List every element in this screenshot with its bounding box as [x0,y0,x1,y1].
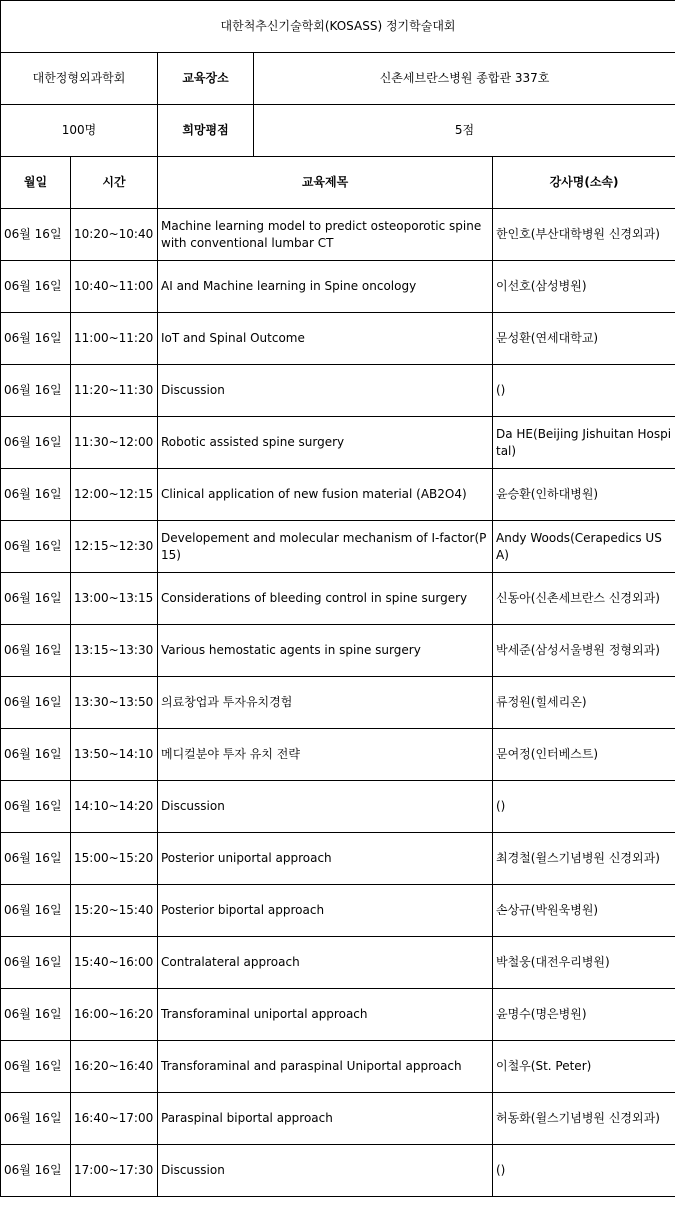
session-speaker: () [493,1145,675,1197]
session-time: 13:00~13:15 [71,573,158,625]
session-subject: Robotic assisted spine surgery [158,417,493,469]
table-row [1,1093,675,1145]
session-time: 11:20~11:30 [71,365,158,417]
session-date: 06월 16일 [1,937,71,989]
table-row [1,573,675,625]
session-date: 06월 16일 [1,313,71,365]
session-date: 06월 16일 [1,521,71,573]
session-subject: Developement and molecular mechanism of I-factor(P15) [158,521,493,573]
session-subject: Posterior biportal approach [158,885,493,937]
session-date: 06월 16일 [1,365,71,417]
session-speaker: () [493,365,675,417]
session-time: 16:20~16:40 [71,1041,158,1093]
session-date: 06월 16일 [1,209,71,261]
session-date: 06월 16일 [1,625,71,677]
session-time: 12:00~12:15 [71,469,158,521]
table-row [1,989,675,1041]
session-time: 11:00~11:20 [71,313,158,365]
session-speaker: 류정원(힐세리온) [493,677,675,729]
session-date: 06월 16일 [1,781,71,833]
session-time: 15:40~16:00 [71,937,158,989]
session-subject: Machine learning model to predict osteoporotic spine with conventional lumbar CT [158,209,493,261]
place-value: 신촌세브란스병원 종합관 337호 [254,53,675,105]
session-subject: Contralateral approach [158,937,493,989]
table-row [1,469,675,521]
column-header-subject: 교육제목 [158,157,493,209]
title-row [1,1,675,53]
points-value: 5점 [254,105,675,157]
session-time: 13:50~14:10 [71,729,158,781]
session-time: 17:00~17:30 [71,1145,158,1197]
session-subject: 메디컬분야 투자 유치 전략 [158,729,493,781]
table-row [1,313,675,365]
session-time: 12:15~12:30 [71,521,158,573]
points-label: 희망평점 [158,105,254,157]
session-time: 16:00~16:20 [71,989,158,1041]
table-row [1,729,675,781]
session-subject: Discussion [158,365,493,417]
place-label: 교육장소 [158,53,254,105]
session-subject: 의료창업과 투자유치경험 [158,677,493,729]
table-row [1,625,675,677]
session-date: 06월 16일 [1,677,71,729]
session-date: 06월 16일 [1,469,71,521]
session-time: 14:10~14:20 [71,781,158,833]
session-date: 06월 16일 [1,1041,71,1093]
session-speaker: 손상규(박원욱병원) [493,885,675,937]
session-speaker: () [493,781,675,833]
session-date: 06월 16일 [1,833,71,885]
session-subject: AI and Machine learning in Spine oncology [158,261,493,313]
session-speaker: Andy Woods(Cerapedics USA) [493,521,675,573]
capacity: 100명 [1,105,158,157]
column-header-row [1,157,675,209]
session-speaker: 허동화(윌스기념병원 신경외과) [493,1093,675,1145]
session-speaker: 이철우(St. Peter) [493,1041,675,1093]
session-time: 10:20~10:40 [71,209,158,261]
session-subject: Discussion [158,781,493,833]
schedule-body [1,1,675,1197]
session-subject: Posterior uniportal approach [158,833,493,885]
session-date: 06월 16일 [1,1093,71,1145]
session-subject: Various hemostatic agents in spine surgery [158,625,493,677]
session-subject: Transforaminal uniportal approach [158,989,493,1041]
session-subject: Paraspinal biportal approach [158,1093,493,1145]
table-row [1,261,675,313]
session-date: 06월 16일 [1,417,71,469]
column-header-speaker: 강사명(소속) [493,157,675,209]
session-speaker: 문성환(연세대학교) [493,313,675,365]
session-date: 06월 16일 [1,989,71,1041]
table-row [1,677,675,729]
session-time: 15:00~15:20 [71,833,158,885]
session-date: 06월 16일 [1,885,71,937]
session-date: 06월 16일 [1,1145,71,1197]
info-row-place [1,53,675,105]
session-time: 10:40~11:00 [71,261,158,313]
session-speaker: 윤승환(인하대병원) [493,469,675,521]
table-row [1,365,675,417]
session-date: 06월 16일 [1,261,71,313]
info-row-capacity [1,105,675,157]
session-subject: IoT and Spinal Outcome [158,313,493,365]
session-subject: Discussion [158,1145,493,1197]
session-time: 15:20~15:40 [71,885,158,937]
table-row [1,1041,675,1093]
table-row [1,937,675,989]
session-speaker: 박철웅(대전우리병원) [493,937,675,989]
session-time: 13:15~13:30 [71,625,158,677]
table-row [1,833,675,885]
session-subject: Considerations of bleeding control in spine surgery [158,573,493,625]
table-row [1,521,675,573]
table-row [1,209,675,261]
table-row [1,885,675,937]
session-date: 06월 16일 [1,573,71,625]
column-header-date: 월일 [1,157,71,209]
session-speaker: 최경철(윌스기념병원 신경외과) [493,833,675,885]
table-row [1,781,675,833]
session-date: 06월 16일 [1,729,71,781]
session-speaker: 박세준(삼성서울병원 정형외과) [493,625,675,677]
session-time: 13:30~13:50 [71,677,158,729]
session-speaker: 문여정(인터베스트) [493,729,675,781]
table-row [1,417,675,469]
session-time: 16:40~17:00 [71,1093,158,1145]
session-subject: Transforaminal and paraspinal Uniportal approach [158,1041,493,1093]
table-row [1,1145,675,1197]
page-title: 대한척추신기술학회(KOSASS) 정기학술대회 [1,1,675,53]
session-speaker: Da HE(Beijing Jishuitan Hospital) [493,417,675,469]
session-speaker: 윤명수(명은병원) [493,989,675,1041]
organizer: 대한정형외과학회 [1,53,158,105]
session-speaker: 한인호(부산대학병원 신경외과) [493,209,675,261]
session-time: 11:30~12:00 [71,417,158,469]
session-speaker: 신동아(신촌세브란스 신경외과) [493,573,675,625]
column-header-time: 시간 [71,157,158,209]
session-speaker: 이선호(삼성병원) [493,261,675,313]
session-subject: Clinical application of new fusion material (AB2O4) [158,469,493,521]
